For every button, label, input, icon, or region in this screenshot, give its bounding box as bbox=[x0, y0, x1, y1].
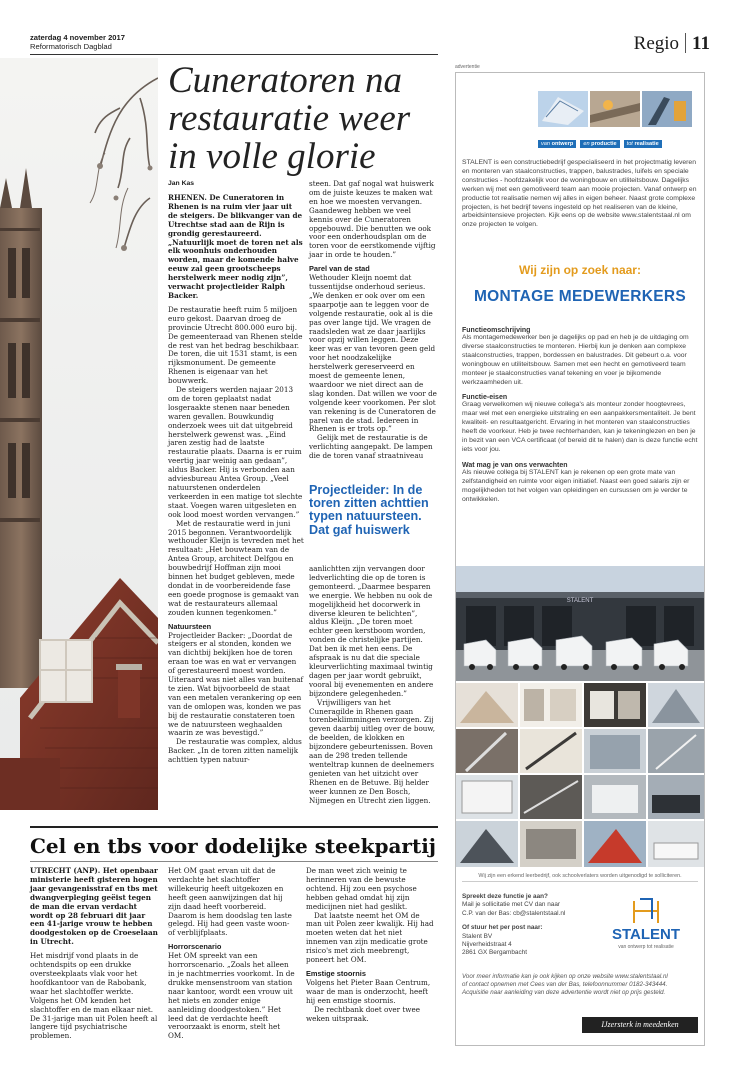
tag-ontwerp bbox=[538, 140, 576, 148]
contact-line: 2861 GX Bergambacht bbox=[462, 949, 528, 957]
paragraph: De rechtbank doet over twee weken uitspraak. bbox=[306, 1004, 420, 1023]
contact-line: Stalent BV bbox=[462, 932, 493, 940]
company-building-photo bbox=[456, 566, 704, 681]
subheading: Parel van de stad bbox=[309, 264, 370, 274]
article-column-2-continued bbox=[309, 565, 437, 805]
subheading: Horrorscenario bbox=[168, 942, 222, 952]
section-title: Wat mag je van ons verwachten bbox=[462, 461, 568, 469]
article2-headline: Cel en tbs voor dodelijke steekpartij bbox=[30, 834, 437, 858]
ad-tagline bbox=[538, 130, 666, 149]
section-text: Als nieuwe collega bij STALENT kan je rekenen op een grote mate van zelfstandigheid en ruimte voor eigen initiatief. Naast een goed salaris zijn er mogelijkheden tot het volgen van opleidingen en cursussen om je verder te ontwikkelen. bbox=[462, 468, 690, 503]
paragraph: De steigers werden najaar 2013 om de toren geplaatst nadat losgeraakte stenen naar beneden waren gevallen. Bouwkundig onderzoek wees uit dat uitgebreid herstelwerk gewenst was. „Eind jaren zestig had de laatste restauratie plaats. Daarna is er ruim veertig jaar weinig aan gedaan”, aldus Backer. Hij is verbonden aan adviesbureau Antea Group. „Veel natuurstenen onderdelen verkeerden in een matige tot slechte staat. Voegen waren uitgesleten en ook lood moest worden vervangen.” bbox=[168, 385, 303, 519]
contact-line: Of stuur het per post naar: bbox=[462, 924, 543, 932]
section-title: Functie-eisen bbox=[462, 394, 508, 402]
tag-word: ontwerp bbox=[551, 141, 574, 147]
article-headline: Cuneratoren na restauratie weer in volle glorie bbox=[168, 60, 411, 177]
ad-erkend-leerbedrijf: Wij zijn een erkend leerbedrijf, ook schoolverlaters worden uitgenodigd te solliciteren. bbox=[478, 873, 682, 879]
article2-intro bbox=[30, 867, 158, 947]
tag-word: realisatie bbox=[634, 141, 659, 147]
article-intro bbox=[168, 194, 304, 301]
paragraph: Wethouder Kleijn noemt dat tussentijdse onderhoud serieus. „We denken er ook over om een spaarpotje aan te leggen voor de volgende restauratie, ook al is die pas over lange tijd. We vragen de raadsleden wat ze daar jaarlijks voor opzij willen leggen. Deze keer was er van tevoren geen geld voor het noodzakelijke herstelwerk gereserveerd en moest de gemeente lenen, waardoor we niet direct aan de slag konden. Dat willen we voor de volgende keer voorkomen. Per slot van rekening is de Cuneratoren de parel van de stad. Iedereen in Rhenen is er trots op.” bbox=[309, 273, 437, 434]
article-divider bbox=[30, 826, 438, 828]
advertisement-label: advertentie bbox=[455, 64, 480, 70]
logo-tagline: van ontwerp tot realisatie bbox=[618, 944, 674, 950]
dateline: UTRECHT (ANP). bbox=[30, 866, 101, 875]
paragraph: Het misdrijf vond plaats in de ochtendspits op een drukke oversteekplaats vlak voor het hoofdkantoor van de Rabobank, waar het slachtoffer werkte. Volgens het OM kenden het slachtoffer en de man elkaar niet. De 31-jarige man uit Polen heeft al langere tijd psychiatrische problemen. bbox=[30, 951, 158, 1041]
article2-column-1 bbox=[30, 867, 158, 1041]
footer-line: Voor meer informatie kan je ook kijken op onze website www.stalentstaal.nl bbox=[462, 973, 668, 980]
ad-vacancy-title: MONTAGE MEDEWERKERS bbox=[473, 288, 687, 305]
paragraph: Met de restauratie werd in juni 2015 begonnen. Verantwoordelijk wethouder Kleijn is tevreden met het resultaat: „Het bouwteam van de Antea Group, architect Delfgou en bouwbedrijf Hoffman zijn mooi binnen het budget gebleven, mede dondat in de voorbereidende fase een goede prognose is gemaakt van wat de restaurateurs allemaal zouden kunnen tegenkomen.” bbox=[168, 518, 304, 617]
tower-photo-image bbox=[0, 58, 158, 810]
article2-column-2 bbox=[168, 867, 296, 1041]
byline: Jan Kas bbox=[168, 180, 195, 187]
stalent-logo-mark bbox=[596, 895, 696, 959]
dateline: RHENEN. bbox=[168, 193, 207, 202]
tag-realisatie bbox=[624, 140, 662, 148]
ad-footer bbox=[462, 973, 698, 997]
subheading: Natuursteen bbox=[168, 621, 212, 631]
ad-intro: STALENT is een constructiebedrijf gespecialiseerd in het projectmatig leveren en monteren van staalconstructies, trappen, balustrades, luifels en speciale constructies - hoofdzakelijk voor de woningbouw en utiliteitsbouw. Dagelijks werken wij met een gemotiveerd team aan mooie projecten. Vanaf ontwerp en productie tot realisatie nemen wij alles in eigen beheer. Naast grote complexe projecten, is het bedrijf tevens ingesteld op het realiseren van de kleine, arbeidsintensieve projecten. Kijk eens op de website www.stalentstaal.nl om onze projecten te volgen. bbox=[462, 159, 697, 229]
pull-quote: Projectleider: In de toren zitten achttien typen natuursteen. Dat gaf huiswerk bbox=[309, 483, 429, 537]
tag-prefix: van bbox=[541, 141, 551, 147]
tag-productie bbox=[580, 140, 619, 148]
contact-email[interactable]: C.P. van der Bas: cb@stalentstaal.nl bbox=[462, 909, 566, 917]
paragraph: Projectleider Backer: „Doordat de steigers er al stonden, konden we van dichtbij bekijken hoe de toren eraan toe was en wat er vervangen of gerestaureerd moest worden. Uiteraard was niet alles van buitenaf te zien. Wat bijvoorbeeld de staat van een metalen verankering op een van de omlopen was, konden we pas bij de restauratie constateren toen we de natuursteen weghaalden waarin ze was bevestigd.” bbox=[168, 630, 304, 738]
header-rule bbox=[30, 54, 438, 55]
logo-wordmark: STALENT bbox=[611, 926, 681, 943]
tag-prefix: tot bbox=[626, 141, 633, 147]
paragraph: De man weet zich weinig te herinneren van de bewuste ochtend. Hij zou een psychose hebben gehad omdat hij zijn medicijnen niet had geslikt. bbox=[306, 866, 417, 911]
ad-divider bbox=[462, 881, 698, 882]
ad-sections bbox=[462, 323, 698, 505]
banner-photos-image bbox=[538, 91, 692, 127]
headline-rule bbox=[30, 861, 438, 862]
paragraph: steen. Dat gaf nogal wat huiswerk om de juiste keuzes te maken wat en hoe we moesten vervangen. Gaandeweg hebben we veel kennis over de Cuneratoren opgebouwd. Die benutten we ook voor een onderhoudsplan om de toren voor de eerstkomende vijftig jaar in orde te houden.” bbox=[309, 179, 436, 260]
stalent-logo bbox=[596, 895, 696, 959]
section-text: Graag verwelkomen wij nieuwe collega's als monteur zonder hoogtevrees, maar wel met een energieke uitstraling en een aanpakkersmentaliteit. Je bent kwaliteit- en resultaatgericht. Ervaring in het monteren van staalconstructies heeft de voorkeur. Heb je twee rechterhanden, kan je tekeninglezen en ben je in bezit van een VCA certificaat (of bereid dit te halen) dan is deze functie echt iets voor jou. bbox=[462, 401, 698, 453]
contact-line: Spreekt deze functie je aan? bbox=[462, 893, 548, 900]
contact-line: Nijverheidstraat 4 bbox=[462, 941, 512, 949]
section-header bbox=[634, 33, 710, 55]
masthead bbox=[30, 33, 125, 51]
newspaper-name: Reformatorisch Dagblad bbox=[30, 42, 112, 51]
building-photo-image bbox=[456, 566, 704, 681]
article2-column-3 bbox=[306, 867, 434, 1023]
contact-line: Mail je sollicitatie met CV dan naar bbox=[462, 901, 561, 909]
article-column-2 bbox=[309, 180, 437, 461]
issue-date: zaterdag 4 november 2017 bbox=[30, 33, 125, 42]
paragraph: aanlichtten zijn vervangen door ledverlichting die op de toren is gemonteerd. „Daarmee besparen we energie. We hebben nu ook de mogelijkheid het docorwerk in diverse kleuren te belichten”, aldus Kleijn. „De toren moet echter geen kerstboom worden, vonden de christelijke partijen. Dat ben ik met hen eens. De afspraak is nu dat die speciale kleurverlichting maximaal twintig dagen per jaar wordt gebruikt, vooral bij evenementen en andere bijzondere gelegenheden.” bbox=[309, 564, 434, 698]
paragraph: De restauratie was complex, aldus Backer. „In de toren zitten namelijk achttien typen natuur- bbox=[168, 737, 302, 765]
paragraph: Het OM gaat ervan uit dat de verdachte het slachtoffer willekeurig heeft uitgekozen en heeft geen aanwijzingen dat hij zijn daad heeft voorbereid. Daarom is hem doodslag ten laste gelegd. Hij had geen vaste woon- of verblijfplaats. bbox=[168, 866, 292, 938]
section-text: Als montagemedewerker ben je dagelijks op pad en heb je de uitdaging om diverse staalconstructies te monteren. Hierbij kun je denken aan complexe staalconstructies, trappen, bordessen en balustrades. Dit gebeurt o.a. voor woningbouw en utiliteitsbouw. Samen met een hecht en gemotiveerd team monteer je staalconstructies vanaf tekening en voer je bijkomende werkzaamheden uit. bbox=[462, 334, 689, 386]
tag-prefix: en bbox=[583, 141, 590, 147]
article-column-1 bbox=[168, 194, 304, 765]
intro-text: De Cuneratoren in Rhenen is na ruim vier jaar uit de steigers. De blikvanger van de Utrechtse stad aan de Rijn is grondig gerestaureerd. „Natuurlijk moet de toren net als elk woonhuis onderhouden worden, maar de komende halve eeuw zal geen grootscheeps herstelwerk meer nodig zijn”, verwacht projectleider Ralph Backer. bbox=[168, 193, 303, 300]
project-photo-grid bbox=[456, 683, 704, 867]
paragraph: Gelijk met de restauratie is de verlichting aangepakt. De lampen die de toren vanaf straatniveau bbox=[309, 433, 433, 461]
tower-photo bbox=[0, 58, 158, 810]
paragraph: Het OM spreekt van een horrorscenario. „Zoals het alleen in je nachtmerries voorkomt. In de drukke mensenstroom van station naar kantoor, wordt een vrouw uit het niets en zonder enige aanleiding doodgestoken.” Het leed dat de verdachte heeft veroorzaakt is enorm, stelt het OM. bbox=[168, 951, 295, 1041]
paragraph: Dat laatste neemt het OM de man uit Polen zeer kwalijk. Hij had moeten weten dat het niet innemen van zijn medicatie grote risico's met zich meebrengt, poneert het OM. bbox=[306, 910, 434, 965]
section-name: Regio bbox=[633, 33, 680, 54]
ad-contact bbox=[462, 893, 592, 958]
ad-looking-for: Wij zijn op zoek naar: bbox=[519, 263, 641, 277]
footer-line: Acquisitie naar aanleiding van deze advertentie wordt niet op prijs gesteld. bbox=[462, 989, 666, 996]
building-sign: STALENT bbox=[566, 598, 594, 604]
photo-grid-image bbox=[456, 683, 704, 867]
ad-slogan: IJzersterk in meedenken bbox=[601, 1020, 679, 1029]
subheading: Emstige stoornis bbox=[306, 968, 366, 978]
section-title: Functieomschrijving bbox=[462, 327, 531, 334]
paragraph: De restauratie heeft ruim 5 miljoen euro gekost. Daarvan droeg de provincie Utrecht 800.000 euro bij. De gemeenteraad van Rhenen stelde de rest van het bedrag beschikbaar. De toren, die uit 1531 stamt, is een rijksmonument. De gemeente Rhenen is eigenaar van het bouwwerk. bbox=[168, 304, 303, 386]
footer-line: of contact opnemen met Cees van der Bas, telefoonnummer 0182-343444. bbox=[462, 981, 668, 988]
ad-banner-photos bbox=[538, 91, 692, 127]
tag-word: productie bbox=[591, 141, 617, 147]
intro-text: Het openbaar ministerie heeft gisteren hogen jaar gevangenisstraf en tbs met dwangverpleging geëist tegen de man die ervan verdacht wordt op 28 februari dit jaar een 41-jarige vrouw te hebben doodgestoken op de Croeselaan in Utrecht. bbox=[30, 866, 158, 947]
paragraph: Vrijwilligers van het Cuneragilde in Rhenen gaan torenbeklimmingen verzorgen. Zij geven daarbij uitleg over de bouw, de beelden, de klokken en bijzondere gebeurtenissen. Boven aan de 298 treden tellende wenteltrap kunnen de deelnemers genieten van het uitzicht over Rhenen en de Betuwe. Bij helder weer kunnen ze Den Bosch, Nijmegen en Utrecht zien liggen. bbox=[309, 697, 435, 805]
stalent-advertisement bbox=[455, 72, 705, 1046]
ad-slogan-bar bbox=[582, 1017, 698, 1033]
page-number: 11 bbox=[692, 33, 710, 54]
paragraph: Volgens het Pieter Baan Centrum, waar de man is onderzocht, heeft hij een emstige stoornis. bbox=[306, 977, 431, 1005]
